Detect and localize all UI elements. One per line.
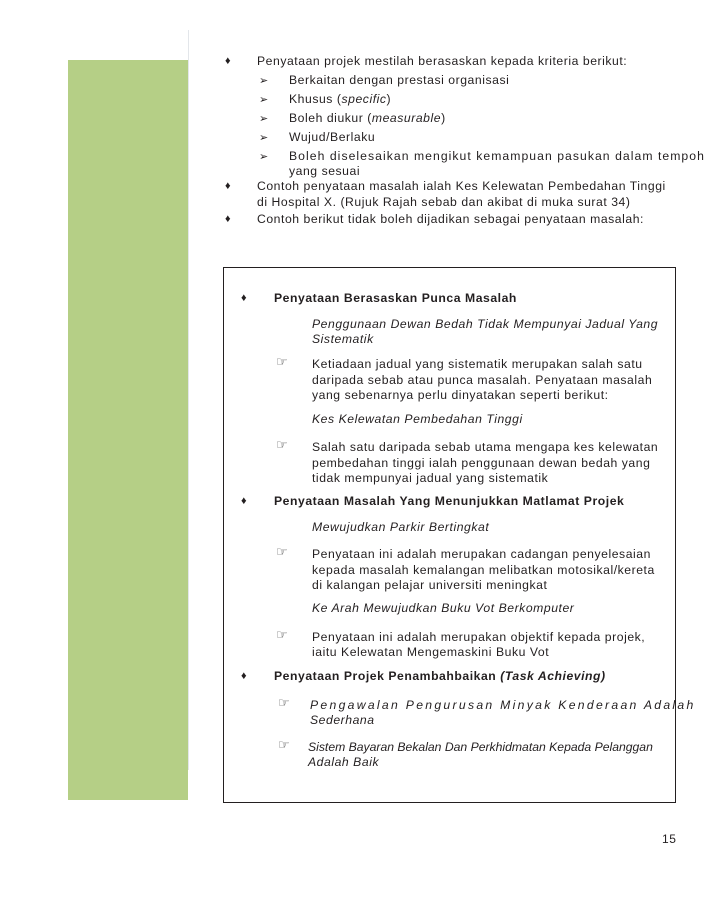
bullet-diamond: ♦ xyxy=(225,180,232,192)
example-statement: Penggunaan Dewan Bedah Tidak Mempunyai Jadual Yang xyxy=(312,317,659,331)
decorative-green-sidebar xyxy=(68,60,188,800)
arrow-bullet: ➢ xyxy=(259,132,269,144)
section-heading: Penyataan Berasaskan Punca Masalah xyxy=(274,291,517,305)
paragraph-example-cont: di Hospital X. (Rujuk Rajah sebab dan akibat di muka surat 34) xyxy=(257,195,631,209)
bullet-diamond: ♦ xyxy=(241,670,248,682)
explanation-text: di kalangan pelajar universiti meningkat xyxy=(312,578,548,592)
pointing-hand-icon: ☞ xyxy=(278,695,291,710)
explanation-text: Penyataan ini adalah merupakan objektif kepada projek, xyxy=(312,630,646,644)
explanation-text: daripada sebab atau punca masalah. Penyataan masalah xyxy=(312,373,653,387)
bullet-diamond: ♦ xyxy=(241,292,248,304)
pointing-hand-icon: ☞ xyxy=(276,437,289,452)
example-statement-cont: Sistematik xyxy=(312,332,374,346)
pointing-hand-icon: ☞ xyxy=(276,354,289,369)
criteria-item: Khusus (specific) xyxy=(289,92,392,106)
explanation-text: iaitu Kelewatan Mengemaskini Buku Vot xyxy=(312,645,550,659)
example-statement-cont: Sederhana xyxy=(310,713,375,727)
section-heading: Penyataan Masalah Yang Menunjukkan Matlamat Projek xyxy=(274,494,625,508)
bullet-diamond: ♦ xyxy=(225,213,232,225)
explanation-text: tidak mempunyai jadual yang sistematik xyxy=(312,471,549,485)
criteria-item: Wujud/Berlaku xyxy=(289,130,376,144)
page-number: 15 xyxy=(662,832,677,846)
bullet-diamond: ♦ xyxy=(225,55,232,67)
criteria-item: Boleh diukur (measurable) xyxy=(289,111,446,125)
explanation-text: yang sebenarnya perlu dinyatakan seperti berikut: xyxy=(312,388,609,402)
paragraph-example: Contoh penyataan masalah ialah Kes Kelewatan Pembedahan Tinggi xyxy=(257,179,666,193)
explanation-text: Penyataan ini adalah merupakan cadangan penyelesaian xyxy=(312,547,651,561)
arrow-bullet: ➢ xyxy=(259,113,269,125)
explanation-text: pembedahan tinggi ialah penggunaan dewan bedah yang xyxy=(312,456,651,470)
criteria-item: Boleh diselesaikan mengikut kemampuan pasukan dalam tempoh xyxy=(289,149,705,163)
arrow-bullet: ➢ xyxy=(259,94,269,106)
bullet-diamond: ♦ xyxy=(241,495,248,507)
examples-box xyxy=(223,267,676,803)
explanation-text: kepada masalah kemalangan melibatkan motosikal/kereta xyxy=(312,563,655,577)
paragraph-intro-box: Contoh berikut tidak boleh dijadikan sebagai penyataan masalah: xyxy=(257,212,644,226)
pointing-hand-icon: ☞ xyxy=(278,737,291,752)
example-statement: Mewujudkan Parkir Bertingkat xyxy=(312,520,490,534)
arrow-bullet: ➢ xyxy=(259,151,269,163)
example-statement: Sistem Bayaran Bekalan Dan Perkhidmatan Kepada Pelanggan xyxy=(308,740,653,754)
example-statement: Pengawalan Pengurusan Minyak Kenderaan Adalah xyxy=(310,698,696,712)
example-statement: Ke Arah Mewujudkan Buku Vot Berkomputer xyxy=(312,601,575,615)
paragraph-criteria-intro: Penyataan projek mestilah berasaskan kepada kriteria berikut: xyxy=(257,54,628,68)
pointing-hand-icon: ☞ xyxy=(276,627,289,642)
section-heading: Penyataan Projek Penambahbaikan (Task Achieving) xyxy=(274,669,606,683)
example-statement-cont: Adalah Baik xyxy=(308,755,380,769)
margin-rule xyxy=(188,30,189,770)
explanation-text: Ketiadaan jadual yang sistematik merupakan salah satu xyxy=(312,357,643,371)
criteria-item-cont: yang sesuai xyxy=(289,164,361,178)
example-statement: Kes Kelewatan Pembedahan Tinggi xyxy=(312,412,523,426)
arrow-bullet: ➢ xyxy=(259,75,269,87)
explanation-text: Salah satu daripada sebab utama mengapa kes kelewatan xyxy=(312,440,659,454)
pointing-hand-icon: ☞ xyxy=(276,544,289,559)
criteria-item: Berkaitan dengan prestasi organisasi xyxy=(289,73,510,87)
